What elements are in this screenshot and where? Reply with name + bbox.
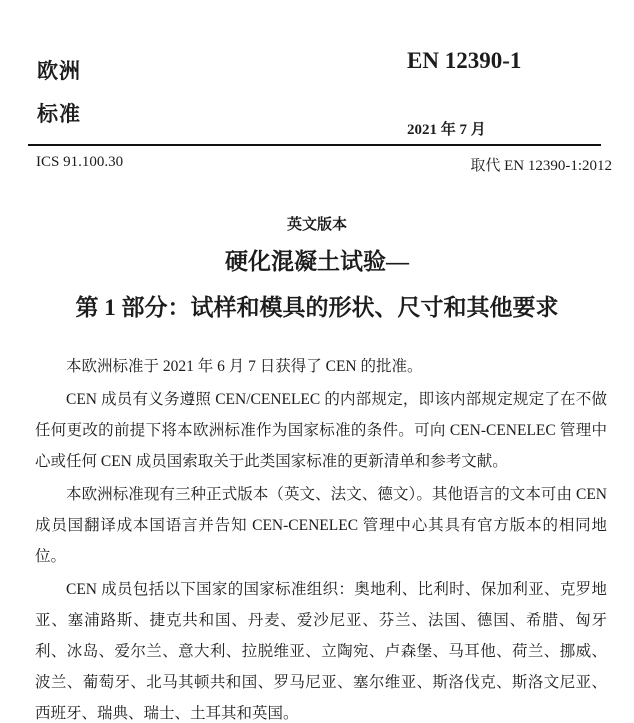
- document-title-line2: 第 1 部分：试样和模具的形状、尺寸和其他要求: [75, 295, 559, 320]
- version-label: 英文版本: [286, 217, 347, 233]
- supersedes-note: 取代 EN 12390-1:2012: [470, 158, 612, 174]
- paragraph-approval: 本欧洲标准于 2021 年 6 月 7 日获得了 CEN 的批准。: [66, 358, 423, 375]
- org-name-line1: 欧洲: [37, 59, 81, 83]
- publication-date: 2021 年 7 月: [407, 122, 486, 138]
- document-body: [35, 351, 607, 723]
- standard-number: EN 12390-1: [407, 48, 522, 73]
- header-divider: [28, 144, 601, 146]
- paragraph-cen-obligations: CEN 成员有义务遵照 CEN/CENELEC 的内部规定，即该内部规定规定了在不做任何更改的前提下将本欧洲标准作为国家标准的条件。可向 CEN-CENELEC 管理中心或任何 CEN 成员国索取关于此类国家标准的更新清单和参考文献。: [35, 391, 608, 470]
- ics-code: ICS 91.100.30: [36, 154, 124, 170]
- org-name-line2: 标准: [37, 102, 81, 126]
- paragraph-member-countries: CEN 成员包括以下国家的国家标准组织：奥地利、比利时、保加利亚、克罗地亚、塞浦路斯、捷克共和国、丹麦、爱沙尼亚、芬兰、法国、德国、希腊、匈牙利、冰岛、爱尔兰、意大利、拉脱维亚、立陶宛、卢森堡、马耳他、荷兰、挪威、波兰、葡萄牙、北马其顿共和国、罗马尼亚、塞尔维亚、斯洛伐克、斯洛文尼亚、西班牙、瑞典、瑞士、土耳其和英国。: [35, 581, 607, 722]
- document-title-line1: 硬化混凝土试验—: [225, 249, 409, 274]
- meta-row: [36, 154, 612, 175]
- paragraph-official-versions: 本欧洲标准现有三种正式版本（英文、法文、德文）。其他语言的文本可由 CEN 成员国翻译成本国语言并告知 CEN-CENELEC 管理中心其具有官方版本的相同地位。: [35, 486, 607, 565]
